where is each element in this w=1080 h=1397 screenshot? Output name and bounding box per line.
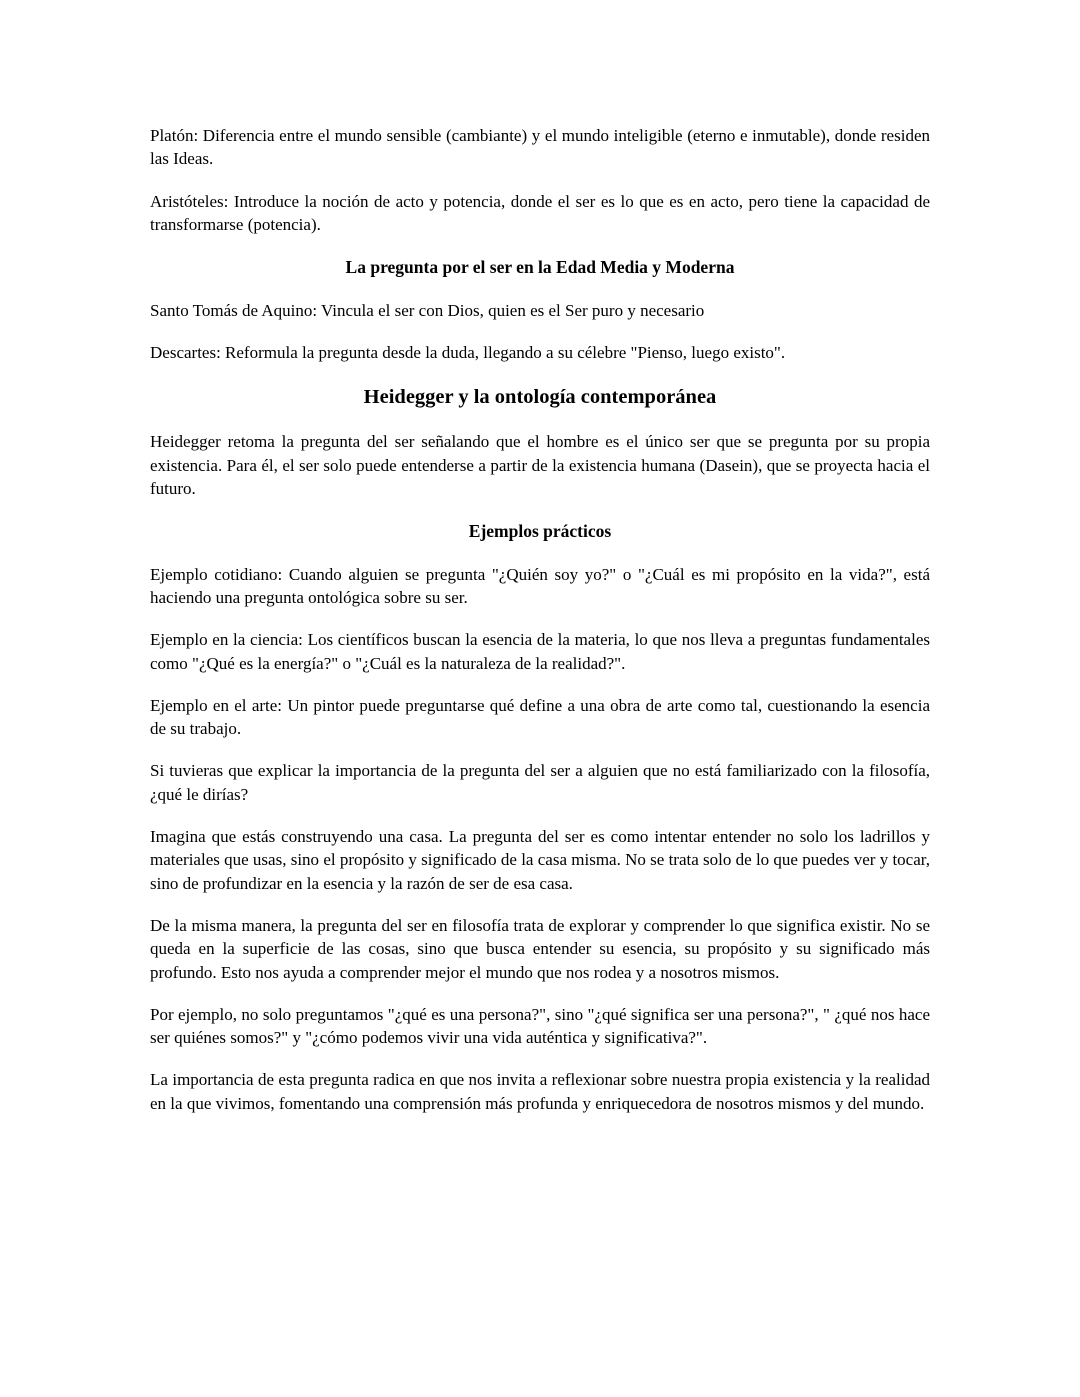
body-paragraph: La importancia de esta pregunta radica en que nos invita a reflexionar sobre nuestra propia existencia y la realidad en la que vivimos, fomentando una comprensión más profunda y enriquecedora de nosotros mismos y del mundo. [150, 1070, 930, 1113]
body-paragraph: Heidegger retoma la pregunta del ser señalando que el hombre es el único ser que se pregunta por su propia existencia. Para él, el ser solo puede entenderse a partir de la existencia humana (Dasein), que se proyecta hacia el futuro. [150, 432, 930, 498]
body-paragraph: Santo Tomás de Aquino: Vincula el ser con Dios, quien es el Ser puro y necesario [150, 300, 705, 320]
body-paragraph: Platón: Diferencia entre el mundo sensible (cambiante) y el mundo inteligible (eterno e inmutable), donde residen las Ideas. [150, 126, 930, 169]
section-heading: Ejemplos prácticos [468, 521, 612, 542]
section-heading: La pregunta por el ser en la Edad Media y Moderna [345, 257, 735, 278]
body-paragraph: Imagina que estás construyendo una casa. La pregunta del ser es como intentar entender no solo los ladrillos y materiales que usas, sino el propósito y significado de la casa misma. No se trata solo de lo que puedes ver y tocar, sino de profundizar en la esencia y la razón de ser de esa casa. [150, 827, 930, 893]
body-paragraph: Aristóteles: Introduce la noción de acto y potencia, donde el ser es lo que es en acto, pero tiene la capacidad de transformarse (potencia). [150, 191, 930, 234]
body-paragraph: Ejemplo cotidiano: Cuando alguien se pregunta "¿Quién soy yo?" o "¿Cuál es mi propósito en la vida?", está haciendo una pregunta ontológica sobre su ser. [150, 564, 930, 607]
body-paragraph: Ejemplo en la ciencia: Los científicos buscan la esencia de la materia, lo que nos lleva a preguntas fundamentales como "¿Qué es la energía?" o "¿Cuál es la naturaleza de la realidad?". [150, 630, 930, 673]
body-paragraph: Por ejemplo, no solo preguntamos "¿qué es una persona?", sino "¿qué significa ser una persona?", " ¿qué nos hace ser quiénes somos?" y "¿cómo podemos vivir una vida auténtica y significativa?". [150, 1004, 930, 1048]
body-paragraph: De la misma manera, la pregunta del ser en filosofía trata de explorar y comprender lo que significa existir. No se queda en la superficie de las cosas, sino que busca entender su esencia, su propósito y su significado más profundo. Esto nos ayuda a comprender mejor el mundo que nos rodea y a nosotros mismos. [150, 915, 930, 982]
body-paragraph: Descartes: Reformula la pregunta desde la duda, llegando a su célebre "Pienso, luego existo". [150, 342, 786, 362]
body-paragraph: Ejemplo en el arte: Un pintor puede preguntarse qué define a una obra de arte como tal, cuestionando la esencia de su trabajo. [150, 695, 930, 739]
document-content [150, 124, 930, 1115]
body-paragraph: Si tuvieras que explicar la importancia de la pregunta del ser a alguien que no está familiarizado con la filosofía, ¿qué le dirías? [150, 761, 930, 804]
section-heading: Heidegger y la ontología contemporánea [363, 386, 717, 409]
